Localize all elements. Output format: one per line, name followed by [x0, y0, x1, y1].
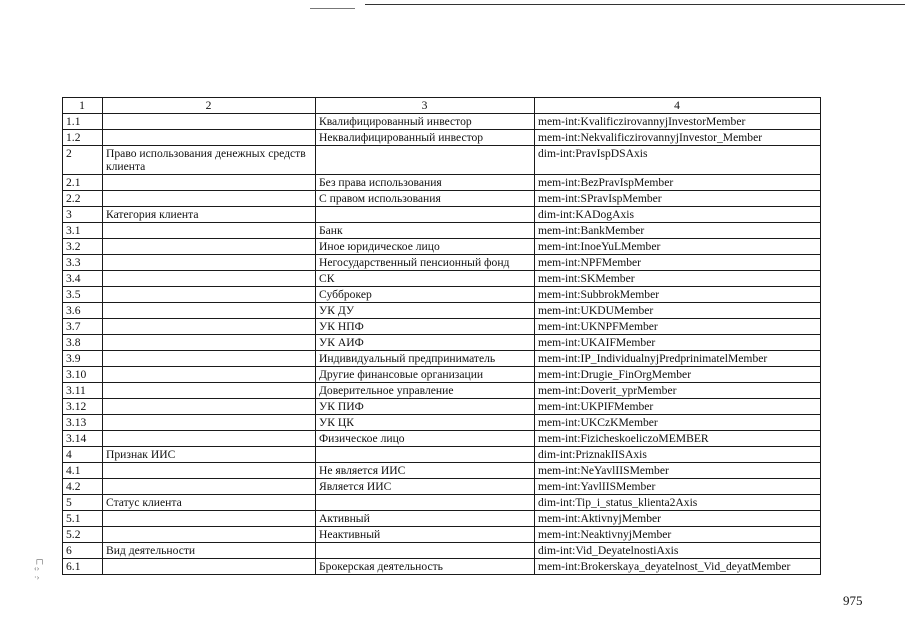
table-row — [63, 207, 821, 223]
cell-dimension — [103, 335, 316, 351]
cell-code: mem-int:NeYavlIISMember — [535, 463, 821, 479]
cell-member: Банк — [316, 223, 535, 239]
cell-dimension: Категория клиента — [103, 207, 316, 223]
scan-top-rule — [365, 4, 905, 5]
cell-code: mem-int:SPravIspMember — [535, 191, 821, 207]
cell-member: УК ЦК — [316, 415, 535, 431]
cell-member: Негосударственный пенсионный фонд — [316, 255, 535, 271]
cell-code: mem-int:UKNPFMember — [535, 319, 821, 335]
cell-number: 3.4 — [63, 271, 103, 287]
cell-code: mem-int:UKDUMember — [535, 303, 821, 319]
cell-code: mem-int:KvalificzirovannyjInvestorMember — [535, 114, 821, 130]
cell-member: Физическое лицо — [316, 431, 535, 447]
cell-dimension — [103, 175, 316, 191]
cell-code: dim-int:PriznakIISAxis — [535, 447, 821, 463]
cell-number: 4 — [63, 447, 103, 463]
cell-number: 3.7 — [63, 319, 103, 335]
cell-number: 1.1 — [63, 114, 103, 130]
cell-number: 3.12 — [63, 399, 103, 415]
scan-margin-mark: ┌┐ ‹› ·› — [34, 555, 46, 582]
cell-number: 5.2 — [63, 527, 103, 543]
cell-code: mem-int:YavlIISMember — [535, 479, 821, 495]
table-row — [63, 415, 821, 431]
table-header-row — [63, 98, 821, 114]
cell-member — [316, 447, 535, 463]
cell-number: 3.13 — [63, 415, 103, 431]
table-row — [63, 335, 821, 351]
cell-number: 3.9 — [63, 351, 103, 367]
cell-code: mem-int:SKMember — [535, 271, 821, 287]
cell-member: Неактивный — [316, 527, 535, 543]
cell-code: mem-int:UKAIFMember — [535, 335, 821, 351]
header-cell-dimension: 2 — [103, 98, 316, 114]
table-row — [63, 511, 821, 527]
table-body — [63, 114, 821, 575]
cell-member: С правом использования — [316, 191, 535, 207]
cell-code: mem-int:Drugie_FinOrgMember — [535, 367, 821, 383]
cell-number: 3.2 — [63, 239, 103, 255]
table-row — [63, 191, 821, 207]
cell-dimension — [103, 415, 316, 431]
table-row — [63, 463, 821, 479]
cell-member: Является ИИС — [316, 479, 535, 495]
cell-dimension — [103, 351, 316, 367]
table-row — [63, 146, 821, 175]
cell-member: Квалифицированный инвестор — [316, 114, 535, 130]
table-row — [63, 527, 821, 543]
cell-dimension — [103, 239, 316, 255]
table-row — [63, 114, 821, 130]
cell-number: 5.1 — [63, 511, 103, 527]
cell-member: УК НПФ — [316, 319, 535, 335]
table-row — [63, 255, 821, 271]
table-row — [63, 367, 821, 383]
cell-member — [316, 207, 535, 223]
cell-member: Активный — [316, 511, 535, 527]
cell-member: УК ПИФ — [316, 399, 535, 415]
cell-dimension — [103, 223, 316, 239]
cell-number: 3.1 — [63, 223, 103, 239]
cell-dimension: Вид деятельности — [103, 543, 316, 559]
table-row — [63, 479, 821, 495]
cell-code: mem-int:Brokerskaya_deyatelnost_Vid_deyatMember — [535, 559, 821, 575]
cell-member — [316, 146, 535, 175]
cell-member: Доверительное управление — [316, 383, 535, 399]
cell-number: 2.1 — [63, 175, 103, 191]
cell-code: mem-int:FizicheskoeliczoMEMBER — [535, 431, 821, 447]
table-row — [63, 239, 821, 255]
cell-number: 5 — [63, 495, 103, 511]
cell-dimension — [103, 303, 316, 319]
cell-code: dim-int:KADogAxis — [535, 207, 821, 223]
cell-code: mem-int:NeaktivnyjMember — [535, 527, 821, 543]
page-number: 975 — [843, 593, 863, 608]
header-cell-member: 3 — [316, 98, 535, 114]
cell-code: mem-int:BankMember — [535, 223, 821, 239]
cell-member: Субброкер — [316, 287, 535, 303]
table-row — [63, 130, 821, 146]
cell-code: dim-int:Tip_i_status_klienta2Axis — [535, 495, 821, 511]
cell-number: 6 — [63, 543, 103, 559]
cell-number: 3.8 — [63, 335, 103, 351]
cell-dimension — [103, 527, 316, 543]
header-cell-code: 4 — [535, 98, 821, 114]
cell-member — [316, 495, 535, 511]
cell-dimension — [103, 114, 316, 130]
cell-dimension — [103, 463, 316, 479]
cell-code: mem-int:NPFMember — [535, 255, 821, 271]
cell-dimension — [103, 559, 316, 575]
cell-code: mem-int:AktivnyjMember — [535, 511, 821, 527]
scan-top-tick — [310, 8, 355, 9]
cell-dimension — [103, 431, 316, 447]
table-row — [63, 223, 821, 239]
cell-dimension — [103, 511, 316, 527]
table-row — [63, 543, 821, 559]
table-row — [63, 383, 821, 399]
cell-number: 2 — [63, 146, 103, 175]
cell-number: 6.1 — [63, 559, 103, 575]
table-row — [63, 319, 821, 335]
header-cell-number: 1 — [63, 98, 103, 114]
cell-member: Без права использования — [316, 175, 535, 191]
cell-code: mem-int:NekvalificzirovannyjInvestor_Member — [535, 130, 821, 146]
cell-dimension — [103, 191, 316, 207]
cell-number: 3 — [63, 207, 103, 223]
cell-member: Неквалифицированный инвестор — [316, 130, 535, 146]
cell-number: 2.2 — [63, 191, 103, 207]
cell-member: Другие финансовые организации — [316, 367, 535, 383]
cell-member: Не является ИИС — [316, 463, 535, 479]
cell-code: mem-int:UKCzKMember — [535, 415, 821, 431]
table-row — [63, 495, 821, 511]
cell-code: mem-int:InoeYuLMember — [535, 239, 821, 255]
cell-code: mem-int:SubbrokMember — [535, 287, 821, 303]
cell-member: Индивидуальный предприниматель — [316, 351, 535, 367]
table-row — [63, 431, 821, 447]
cell-dimension — [103, 319, 316, 335]
cell-dimension — [103, 271, 316, 287]
cell-dimension — [103, 130, 316, 146]
cell-dimension — [103, 479, 316, 495]
cell-code: mem-int:Doverit_yprMember — [535, 383, 821, 399]
table-row — [63, 287, 821, 303]
cell-dimension — [103, 367, 316, 383]
cell-code: mem-int:UKPIFMember — [535, 399, 821, 415]
cell-member: СК — [316, 271, 535, 287]
cell-number: 3.6 — [63, 303, 103, 319]
table-row — [63, 447, 821, 463]
cell-code: dim-int:Vid_DeyatelnostiAxis — [535, 543, 821, 559]
cell-number: 4.1 — [63, 463, 103, 479]
cell-number: 3.10 — [63, 367, 103, 383]
cell-dimension: Статус клиента — [103, 495, 316, 511]
table-row — [63, 559, 821, 575]
cell-code: mem-int:BezPravIspMember — [535, 175, 821, 191]
cell-number: 4.2 — [63, 479, 103, 495]
table-row — [63, 351, 821, 367]
cell-member: Брокерская деятельность — [316, 559, 535, 575]
cell-dimension — [103, 383, 316, 399]
cell-code: dim-int:PravIspDSAxis — [535, 146, 821, 175]
table-row — [63, 399, 821, 415]
table-row — [63, 175, 821, 191]
cell-code: mem-int:IP_IndividualnyjPredprinimatelMember — [535, 351, 821, 367]
cell-number: 1.2 — [63, 130, 103, 146]
cell-member — [316, 543, 535, 559]
cell-member: УК АИФ — [316, 335, 535, 351]
cell-number: 3.5 — [63, 287, 103, 303]
cell-member: Иное юридическое лицо — [316, 239, 535, 255]
cell-number: 3.14 — [63, 431, 103, 447]
taxonomy-table — [62, 97, 821, 575]
cell-dimension — [103, 399, 316, 415]
table-row — [63, 303, 821, 319]
cell-dimension — [103, 255, 316, 271]
cell-number: 3.3 — [63, 255, 103, 271]
cell-dimension: Право использования денежных средств клиента — [103, 146, 316, 175]
cell-number: 3.11 — [63, 383, 103, 399]
cell-dimension: Признак ИИС — [103, 447, 316, 463]
cell-member: УК ДУ — [316, 303, 535, 319]
table-row — [63, 271, 821, 287]
cell-dimension — [103, 287, 316, 303]
